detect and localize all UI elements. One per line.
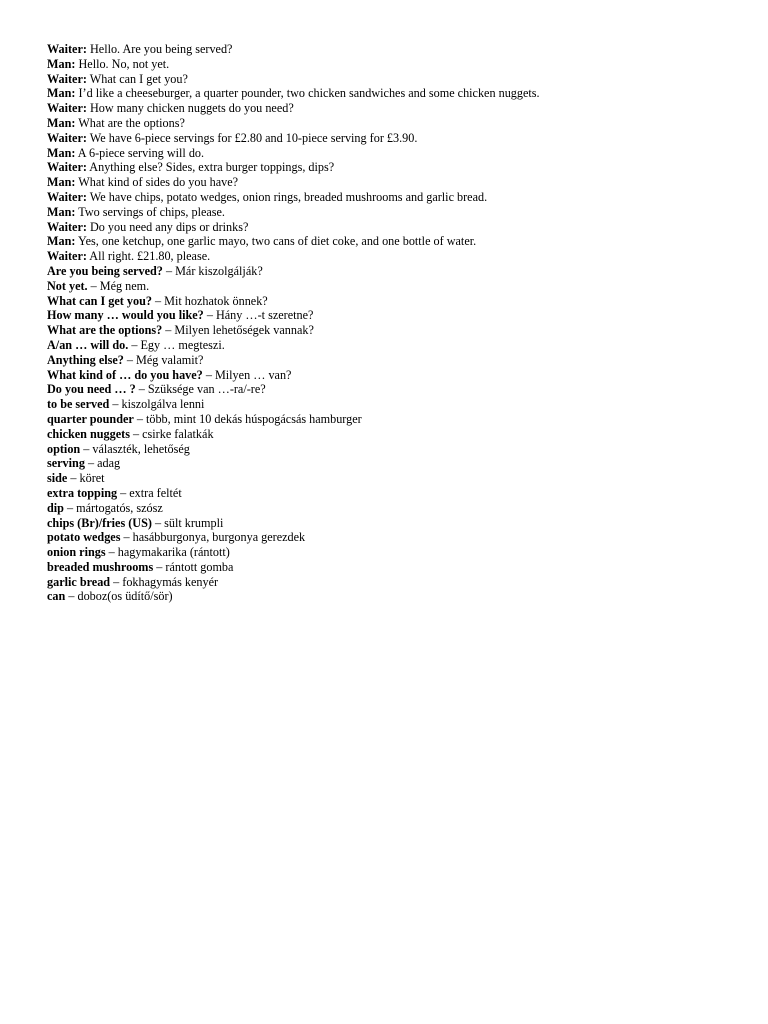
dialogue-text: What can I get you? xyxy=(86,71,188,86)
vocab-translation: – sült krumpli xyxy=(151,515,224,530)
speaker-label: Man: xyxy=(47,115,76,130)
vocab-line xyxy=(47,471,747,486)
dialogue-text: Do you need any dips or drinks? xyxy=(86,219,249,234)
vocab-translation: – hasábburgonya, burgonya gerezdek xyxy=(120,530,306,545)
dialogue-line xyxy=(47,42,747,57)
vocab-line xyxy=(47,397,747,412)
dialogue-text: Two servings of chips, please. xyxy=(75,204,225,219)
dialogue-line xyxy=(47,234,747,249)
speaker-label: Man: xyxy=(47,145,76,160)
vocab-term: option xyxy=(47,441,81,456)
dialogue-line xyxy=(47,72,747,87)
dialogue-line xyxy=(47,175,747,190)
document-page xyxy=(47,42,747,604)
vocab-translation: – adag xyxy=(84,456,121,471)
vocab-line xyxy=(47,486,747,501)
phrase-term: Do you need … ? xyxy=(47,382,136,397)
vocab-translation: – doboz(os üdítő/sör) xyxy=(65,589,173,604)
dialogue-text: Anything else? Sides, extra burger toppings, dips? xyxy=(86,160,335,175)
phrase-translation: – Milyen … van? xyxy=(202,367,292,382)
dialogue-line xyxy=(47,57,747,72)
vocab-translation: – választék, lehetőség xyxy=(80,441,190,456)
dialogue-line xyxy=(47,205,747,220)
vocab-translation: – köret xyxy=(67,471,105,486)
vocab-term: extra topping xyxy=(47,485,118,500)
dialogue-line xyxy=(47,146,747,161)
dialogue-text: What are the options? xyxy=(75,115,185,130)
phrase-line xyxy=(47,308,747,323)
vocab-term: serving xyxy=(47,456,85,471)
vocab-translation: – hagymakarika (rántott) xyxy=(105,545,230,560)
dialogue-line xyxy=(47,220,747,235)
phrase-term: Are you being served? xyxy=(47,263,163,278)
phrase-translation: – Egy … megteszi. xyxy=(128,337,225,352)
vocab-line xyxy=(47,516,747,531)
speaker-label: Man: xyxy=(47,86,76,101)
dialogue-text: What kind of sides do you have? xyxy=(75,175,239,190)
vocab-term: dip xyxy=(47,500,64,515)
dialogue-line xyxy=(47,86,747,101)
dialogue-text: We have 6-piece servings for £2.80 and 10-piece serving for £3.90. xyxy=(86,130,418,145)
phrase-term: How many … would you like? xyxy=(47,308,204,323)
speaker-label: Waiter: xyxy=(47,189,87,204)
dialogue-line xyxy=(47,160,747,175)
phrase-term: Not yet. xyxy=(47,278,88,293)
vocab-line xyxy=(47,501,747,516)
dialogue-text: I’d like a cheeseburger, a quarter pounder, two chicken sandwiches and some chicken nuggets. xyxy=(75,86,540,101)
phrase-line xyxy=(47,338,747,353)
speaker-label: Man: xyxy=(47,56,76,71)
speaker-label: Waiter: xyxy=(47,249,87,264)
vocab-term: quarter pounder xyxy=(47,411,134,426)
phrase-translation: – Hány …-t szeretne? xyxy=(203,308,314,323)
speaker-label: Man: xyxy=(47,234,76,249)
phrase-line xyxy=(47,264,747,279)
speaker-label: Waiter: xyxy=(47,160,87,175)
dialogue-line xyxy=(47,101,747,116)
phrase-translation: – Szüksége van …-ra/-re? xyxy=(135,382,266,397)
vocab-line xyxy=(47,427,747,442)
phrase-translation: – Még nem. xyxy=(87,278,150,293)
vocab-term: breaded mushrooms xyxy=(47,559,154,574)
vocab-translation: – fokhagymás kenyér xyxy=(110,574,219,589)
vocab-term: potato wedges xyxy=(47,530,121,545)
dialogue-line xyxy=(47,190,747,205)
phrase-line xyxy=(47,323,747,338)
vocab-line xyxy=(47,412,747,427)
vocab-line xyxy=(47,456,747,471)
phrase-term: What can I get you? xyxy=(47,293,152,308)
dialogue-text: All right. £21.80, please. xyxy=(86,249,211,264)
speaker-label: Man: xyxy=(47,204,76,219)
phrase-line xyxy=(47,368,747,383)
vocab-term: to be served xyxy=(47,397,110,412)
vocab-term: chips (Br)/fries (US) xyxy=(47,515,152,530)
vocab-line xyxy=(47,589,747,604)
speaker-label: Waiter: xyxy=(47,130,87,145)
vocab-term: chicken nuggets xyxy=(47,426,130,441)
vocab-line xyxy=(47,442,747,457)
dialogue-line xyxy=(47,116,747,131)
dialogue-text: Yes, one ketchup, one garlic mayo, two cans of diet coke, and one bottle of water. xyxy=(75,234,477,249)
vocab-translation: – mártogatós, szósz xyxy=(63,500,163,515)
speaker-label: Waiter: xyxy=(47,42,87,56)
vocab-translation: – extra feltét xyxy=(117,485,182,500)
phrase-translation: – Még valamit? xyxy=(123,352,204,367)
dialogue-line xyxy=(47,249,747,264)
phrase-translation: – Már kiszolgálják? xyxy=(162,263,263,278)
vocab-line xyxy=(47,545,747,560)
vocab-translation: – több, mint 10 dekás húspogácsás hamburger xyxy=(133,411,362,426)
speaker-label: Waiter: xyxy=(47,101,87,116)
vocab-translation: – csirke falatkák xyxy=(129,426,214,441)
phrase-term: A/an … will do. xyxy=(47,337,129,352)
phrase-term: What are the options? xyxy=(47,323,163,338)
dialogue-text: Hello. Are you being served? xyxy=(86,42,233,56)
phrase-line xyxy=(47,294,747,309)
vocab-term: garlic bread xyxy=(47,574,111,589)
vocab-translation: – rántott gomba xyxy=(153,559,234,574)
vocab-term: onion rings xyxy=(47,545,106,560)
dialogue-text: A 6-piece serving will do. xyxy=(75,145,205,160)
phrase-term: What kind of … do you have? xyxy=(47,367,203,382)
phrase-translation: – Mit hozhatok önnek? xyxy=(151,293,268,308)
vocab-line xyxy=(47,560,747,575)
speaker-label: Man: xyxy=(47,175,76,190)
phrase-line xyxy=(47,382,747,397)
vocab-translation: – kiszolgálva lenni xyxy=(109,397,205,412)
dialogue-text: Hello. No, not yet. xyxy=(75,56,170,71)
speaker-label: Waiter: xyxy=(47,71,87,86)
vocab-line xyxy=(47,575,747,590)
phrase-line xyxy=(47,353,747,368)
speaker-label: Waiter: xyxy=(47,219,87,234)
vocab-term: side xyxy=(47,471,68,486)
dialogue-line xyxy=(47,131,747,146)
vocab-line xyxy=(47,530,747,545)
dialogue-text: We have chips, potato wedges, onion rings, breaded mushrooms and garlic bread. xyxy=(86,189,488,204)
vocab-term: can xyxy=(47,589,66,604)
phrase-line xyxy=(47,279,747,294)
phrase-translation: – Milyen lehetőségek vannak? xyxy=(162,323,314,338)
phrase-term: Anything else? xyxy=(47,352,124,367)
dialogue-text: How many chicken nuggets do you need? xyxy=(86,101,294,116)
